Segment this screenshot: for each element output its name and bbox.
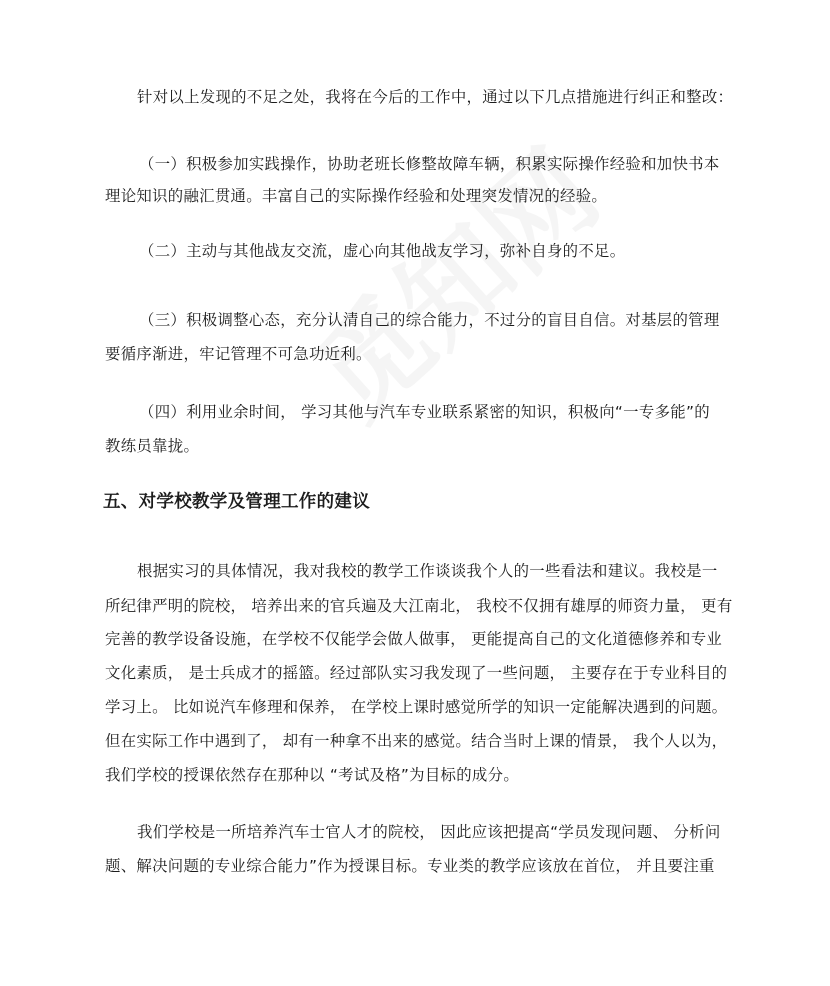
- paragraph-1-line-1: 根据实习的具体情况，我对我校的教学工作谈谈我个人的一些看法和建议。我校是一: [137, 562, 718, 580]
- paragraph-1-line-6: 但在实际工作中遇到了， 却有一种拿不出来的感觉。结合当时上课的情景， 我个人以为，: [105, 732, 728, 750]
- paragraph-1-line-2: 所纪律严明的院校， 培养出来的官兵遍及大江南北， 我校不仅拥有雄厚的师资力量， 更有: [105, 597, 733, 615]
- paragraph-1-line-5: 学习上。 比如说汽车修理和保养， 在学校上课时感觉所学的知识一定能解决遇到的问题。: [105, 698, 728, 716]
- measure-3-line-2: 要循序渐进，牢记管理不可急功近利。: [105, 345, 372, 363]
- paragraph-2-line-2: 题、解决问题的专业综合能力”作为授课目标。专业类的教学应该放在首位， 并且要注重: [105, 857, 715, 875]
- paragraph-1-line-3: 完善的教学设备设施，在学校不仅能学会做人做事， 更能提高自己的文化道德修养和专业: [105, 630, 723, 648]
- section-heading: 五、对学校教学及管理工作的建议: [103, 492, 370, 512]
- measure-1-line-2: 理论知识的融汇贯通。丰富自己的实际操作经验和处理突发情况的经验。: [105, 187, 608, 205]
- measure-1-line-1: （一）积极参加实践操作，协助老班长修整故障车辆，积累实际操作经验和加快书本: [139, 155, 720, 173]
- paragraph-1-line-7: 我们学校的授课依然存在那种以 “考试及格”为目标的成分。: [105, 766, 520, 784]
- intro-text: 针对以上发现的不足之处，我将在今后的工作中，通过以下几点措施进行纠正和整改：: [137, 88, 734, 106]
- measure-4-line-1: （四）利用业余时间， 学习其他与汽车专业联系紧密的知识，积极向“一专多能”的: [139, 403, 710, 421]
- measure-2-line-1: （二）主动与其他战友交流，虚心向其他战友学习，弥补自身的不足。: [139, 242, 626, 260]
- measure-4-line-2: 教练员靠拢。: [105, 437, 200, 455]
- paragraph-1-line-4: 文化素质， 是士兵成才的摇篮。经过部队实习我发现了一些问题， 主要存在于专业科目的: [105, 664, 728, 682]
- paragraph-2-line-1: 我们学校是一所培养汽车士官人才的院校， 因此应该把提高“学员发现问题、 分析问: [137, 823, 721, 841]
- measure-3-line-1: （三）积极调整心态，充分认清自己的综合能力，不过分的盲目自信。对基层的管理: [139, 311, 720, 329]
